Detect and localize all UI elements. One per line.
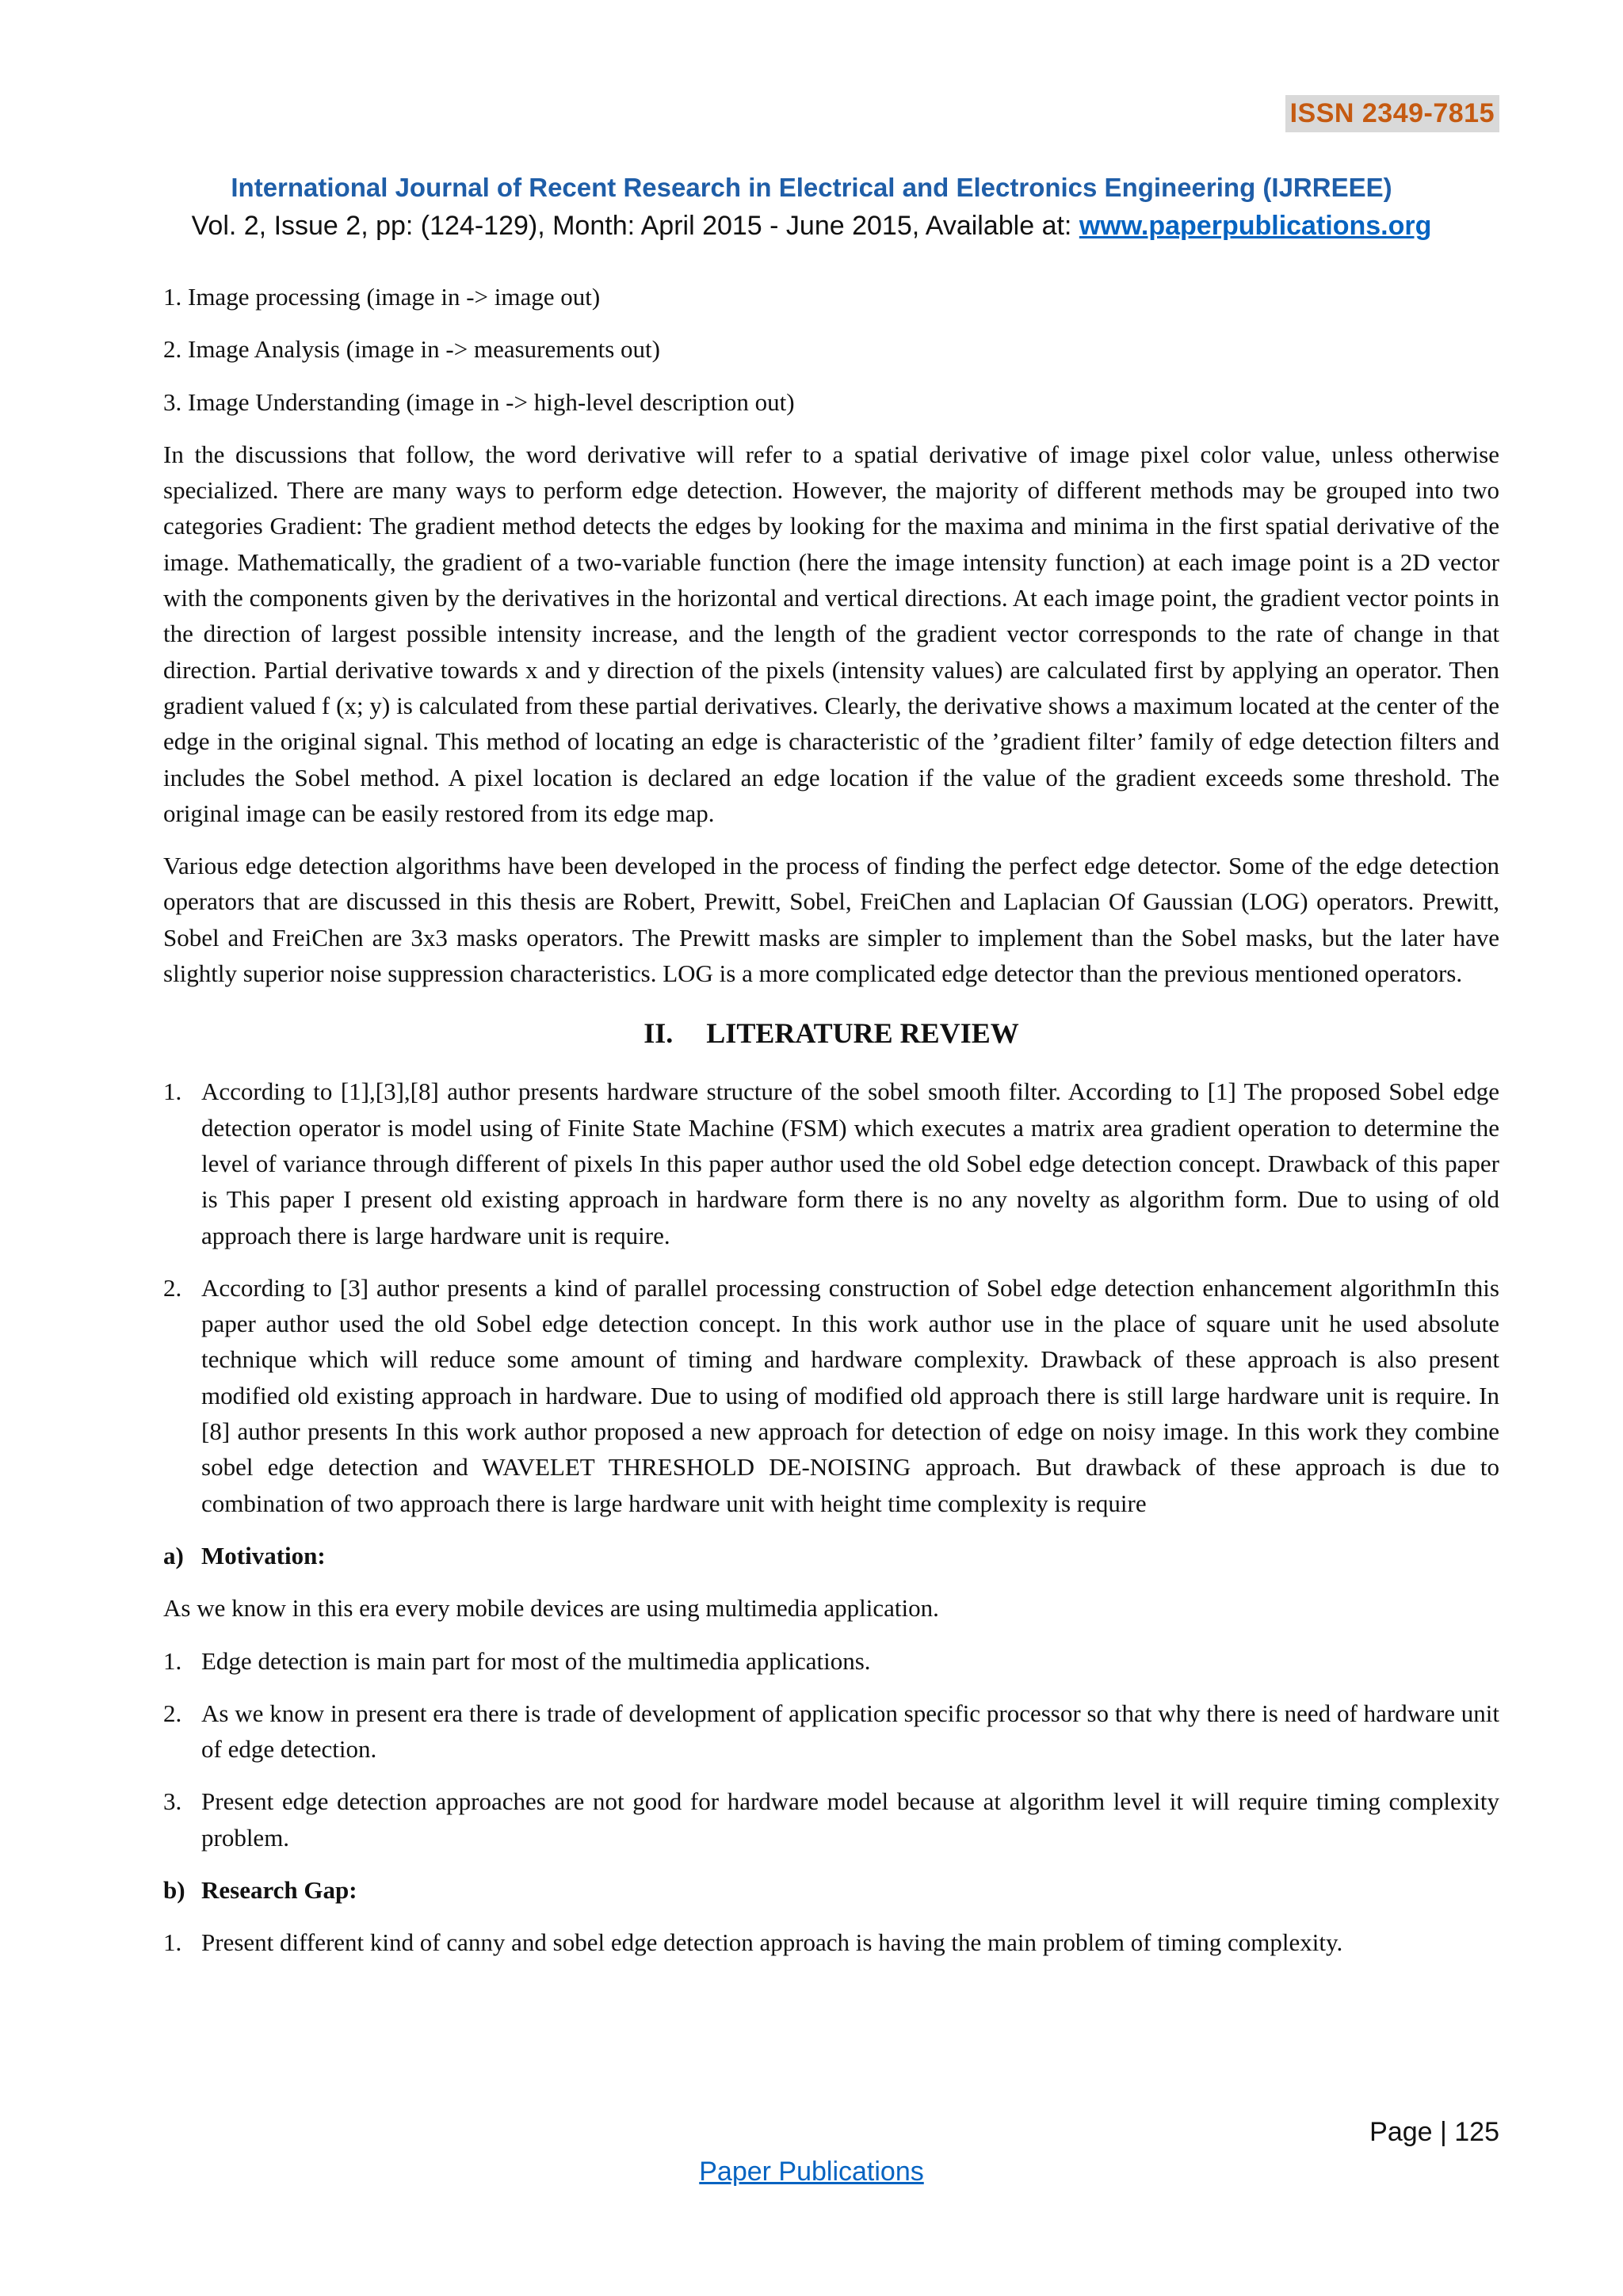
subsection-title: Research Gap: [201, 1875, 357, 1904]
paragraph-derivative: In the discussions that follow, the word derivative will refer to a spatial derivative of image pixel color value, unless otherwise specialized. There are many ways to perform edge detection. However, the majority of different methods may be grouped into two categories Gradient: The gradient method detects the edges by looking for the maxima and minima in the first spatial derivative of the image. Mathematically, the gradient of a two-variable function (here the image intensity function) at each image point is a 2D vector with the components given by the derivatives in the horizontal and vertical directions. At each image point, the gradient vector points in the direction of largest possible intensity increase, and the length of the gradient vector corresponds to the rate of change in that direction. Partial derivative towards x and y direction of the pixels (intensity values) are calculated first by applying an operator. Then gradient valued f (x; y) is calculated from these partial derivatives. Clearly, the derivative shows a maximum located at the center of the edge in the original signal. This method of locating an edge is characteristic of the ’gradient filter’ family of edge detection filters and includes the Sobel method. A pixel location is declared an edge location if the value of the gradient exceeds some threshold. The original image can be easily restored from its edge map. [163, 440, 1499, 827]
list-item [163, 1695, 1499, 1768]
list-item [163, 1643, 1499, 1679]
processing-levels-list [163, 279, 1499, 420]
volume-info: Vol. 2, Issue 2, pp: (124-129), Month: April 2015 - June 2015, Available at: [191, 211, 1079, 241]
paragraph-operators: Various edge detection algorithms have been developed in the process of finding the perfect edge detector. Some of the edge detection operators that are discussed in this thesis are Robert, Prewitt, Sobel, FreiChen and Laplacian Of Gaussian (LOG) operators. Prewitt, Sobel and FreiChen are 3x3 masks operators. The Prewitt masks are simpler to implement than the Sobel masks, but the later have slightly superior noise suppression characteristics. LOG is a more complicated edge detector than the previous mentioned operators. [163, 852, 1499, 988]
item-text: Edge detection is main part for most of the multimedia applications. [201, 1646, 871, 1675]
list-item [163, 1783, 1499, 1855]
issn-badge: ISSN 2349-7815 [1285, 95, 1499, 132]
publisher-website-link[interactable]: www.paperpublications.org [1079, 211, 1432, 241]
page-number: Page | 125 [1369, 2117, 1499, 2147]
item-text: According to [1],[3],[8] author presents hardware structure of the sobel smooth filter. According to [1] The proposed Sobel edge detection operator is model using of Finite State Machine (FSM) which executes a matrix area gradient operation to determine the level of variance through different of pixels In this paper author used the old Sobel edge detection concept. Drawback of this paper is This paper I present old existing approach in hardware form there is no any novelty as algorithm form. Due to using of old approach there is large hardware unit is require. [201, 1077, 1499, 1249]
journal-title: International Journal of Recent Research in Electrical and Electronics Engineering (IJRREEE) [231, 173, 1392, 202]
section-number: II. [643, 1017, 674, 1050]
publisher-footer-link[interactable]: Paper Publications [699, 2157, 924, 2187]
item-number: 1. [163, 1077, 182, 1106]
motivation-intro: As we know in this era every mobile devices are using multimedia application. [163, 1594, 939, 1623]
list-item: 1. Image processing (image in -> image out) [163, 283, 601, 311]
list-item [163, 1924, 1499, 1960]
item-text: As we know in present era there is trade of development of application specific processor so that why there is need of hardware unit of edge detection. [201, 1699, 1499, 1764]
volume-line [0, 211, 1623, 242]
literature-item [163, 1270, 1499, 1521]
list-item: 2. Image Analysis (image in -> measurements out) [163, 335, 660, 364]
article-body [163, 279, 1499, 1978]
subsection-label: a) [163, 1541, 184, 1569]
item-text: Present edge detection approaches are not good for hardware model because at algorithm level it will require timing complexity problem. [201, 1787, 1499, 1852]
subsection-label: b) [163, 1875, 185, 1904]
research-gap-heading [163, 1872, 1499, 1908]
section-title: LITERATURE REVIEW [706, 1017, 1019, 1050]
item-text: Present different kind of canny and sobel edge detection approach is having the main problem of timing complexity. [201, 1928, 1343, 1957]
item-number: 1. [163, 1646, 182, 1675]
list-item: 3. Image Understanding (image in -> high-level description out) [163, 387, 795, 416]
literature-item [163, 1074, 1499, 1253]
item-text: According to [3] author presents a kind of parallel processing construction of Sobel edge detection enhancement algorithmIn this paper author used the old Sobel edge detection concept. In this work author use in the place of square unit he used absolute technique which will reduce some amount of timing and hardware complexity. Drawback of these approach is also present modified old existing approach in hardware. Due to using of modified old approach there is still large hardware unit is require. In [8] author presents In this work author proposed a new approach for detection of edge on noisy image. In this work they combine sobel edge detection and WAVELET THRESHOLD DE-NOISING approach. But drawback of these approach is due to combination of two approach there is large hardware unit with height time complexity is require [201, 1273, 1499, 1517]
item-number: 3. [163, 1787, 182, 1816]
section-heading [163, 1013, 1499, 1053]
item-number: 2. [163, 1699, 182, 1727]
item-number: 2. [163, 1273, 182, 1302]
motivation-heading [163, 1538, 1499, 1573]
subsection-title: Motivation: [201, 1541, 326, 1569]
item-number: 1. [163, 1928, 182, 1957]
